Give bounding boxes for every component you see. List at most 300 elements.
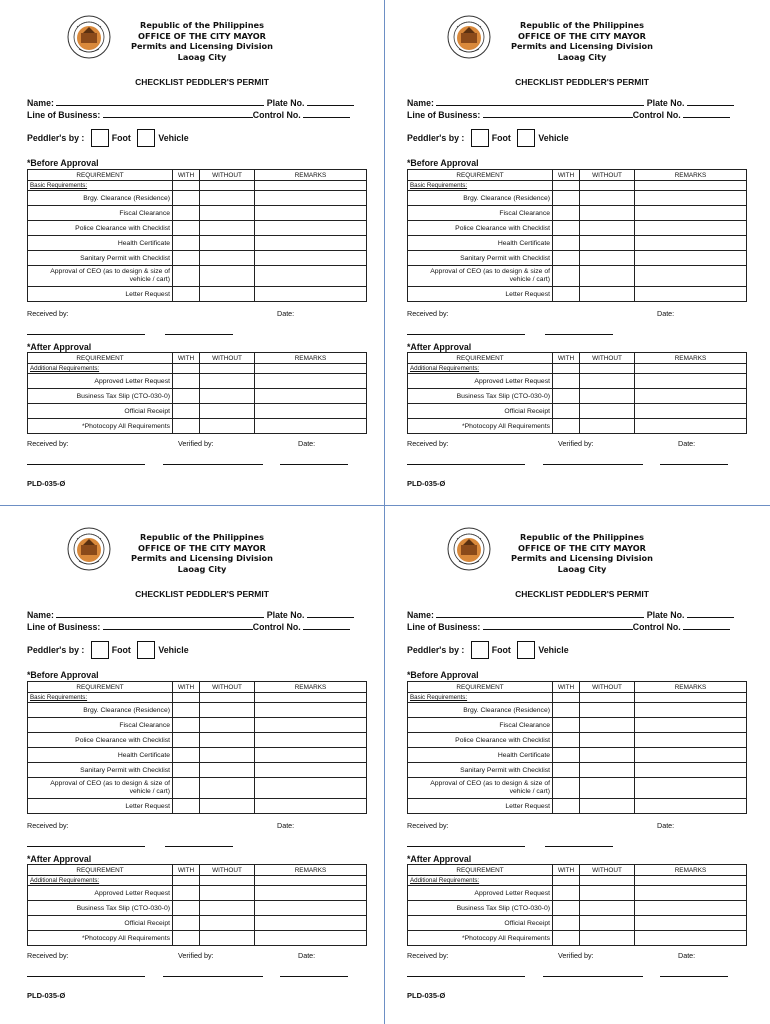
line-of-business-field[interactable] [103,109,253,118]
plate-no-field[interactable] [307,609,354,618]
remarks-cell[interactable] [255,799,367,814]
without-cell[interactable] [580,389,635,404]
without-cell[interactable] [580,886,635,901]
permit-form [27,517,377,1022]
with-cell[interactable] [173,251,200,266]
header-city: Laoag City [177,51,227,62]
col-requirement: REQUIREMENT [408,170,553,181]
with-cell[interactable] [553,886,580,901]
col-with: WITH [553,353,580,364]
without-cell[interactable] [200,733,255,748]
table-row [408,931,747,946]
table-row [408,404,747,419]
without-cell[interactable] [580,901,635,916]
without-cell[interactable] [200,389,255,404]
requirement-cell: Police Clearance with Checklist [408,221,553,236]
col-without: WITHOUT [580,170,635,181]
before-approval-table [27,681,367,814]
remarks-cell[interactable] [635,748,747,763]
with-cell[interactable] [173,763,200,778]
col-requirement: REQUIREMENT [28,682,173,693]
table-row [408,287,747,302]
remarks-cell[interactable] [255,206,367,221]
with-cell[interactable] [173,236,200,251]
remarks-cell[interactable] [635,916,747,931]
additional-requirements-label: Additional Requirements: [28,364,173,374]
before-date-line[interactable] [545,333,613,335]
remarks-cell[interactable] [635,404,747,419]
without-cell[interactable] [580,287,635,302]
peddler-by [27,129,189,147]
with-cell[interactable] [553,703,580,718]
remarks-cell[interactable] [635,287,747,302]
without-cell[interactable] [580,251,635,266]
header-text [487,532,677,574]
before-received-by-label: Received by: [27,821,69,830]
without-cell[interactable] [580,236,635,251]
remarks-cell[interactable] [255,778,367,799]
vehicle-label: Vehicle [158,645,189,655]
without-cell[interactable] [200,191,255,206]
after-date-label: Date: [298,951,316,960]
with-cell[interactable] [173,404,200,419]
name-field[interactable] [56,609,264,618]
remarks-cell[interactable] [255,191,367,206]
remarks-cell[interactable] [635,419,747,434]
remarks-cell[interactable] [635,931,747,946]
remarks-cell[interactable] [635,236,747,251]
form-title: CHECKLIST PEDDLER'S PERMIT [515,589,649,599]
after-received-by-label: Received by: [407,439,449,448]
with-cell[interactable] [553,718,580,733]
line-of-business-field[interactable] [483,109,633,118]
table-header-row [28,682,367,693]
control-no-label: Control No. [252,622,301,632]
requirement-cell: Health Certificate [408,236,553,251]
without-cell [200,181,255,191]
with-cell[interactable] [553,236,580,251]
header-division: Permits and Licensing Division [511,553,653,564]
without-cell[interactable] [200,799,255,814]
without-cell[interactable] [200,266,255,287]
before-received-by-label: Received by: [407,309,449,318]
with-cell[interactable] [173,266,200,287]
without-cell[interactable] [580,374,635,389]
remarks-cell[interactable] [635,718,747,733]
after-verified-by-label: Verified by: [178,439,214,448]
with-cell [173,364,200,374]
foot-checkbox[interactable] [91,129,109,147]
with-cell[interactable] [173,778,200,799]
requirement-cell: Official Receipt [408,404,553,419]
with-cell[interactable] [173,389,200,404]
peddler-label: Peddler's by : [407,645,465,655]
remarks-cell[interactable] [635,206,747,221]
before-date-line[interactable] [545,845,613,847]
table-row [408,799,747,814]
remarks-cell[interactable] [255,886,367,901]
remarks-cell [255,876,367,886]
remarks-cell[interactable] [255,916,367,931]
table-header-row [28,353,367,364]
requirement-cell: *Photocopy All Requirements [28,419,173,434]
with-cell[interactable] [553,748,580,763]
remarks-cell[interactable] [635,733,747,748]
with-cell[interactable] [173,718,200,733]
with-cell[interactable] [553,931,580,946]
requirement-cell: Letter Request [28,799,173,814]
remarks-cell [255,693,367,703]
header-city: Laoag City [557,563,607,574]
after-verified-by-signature-line[interactable] [163,463,263,465]
table-row [28,251,367,266]
remarks-cell[interactable] [635,703,747,718]
with-cell[interactable] [173,191,200,206]
with-cell[interactable] [553,733,580,748]
col-without: WITHOUT [200,865,255,876]
without-cell[interactable] [580,931,635,946]
without-cell[interactable] [200,931,255,946]
foot-checkbox[interactable] [471,129,489,147]
peddler-label: Peddler's by : [27,133,85,143]
col-with: WITH [553,682,580,693]
after-verified-by-label: Verified by: [558,439,594,448]
without-cell[interactable] [200,916,255,931]
without-cell [200,693,255,703]
requirement-cell: Police Clearance with Checklist [28,733,173,748]
with-cell[interactable] [173,799,200,814]
after-date-line[interactable] [280,463,348,465]
with-cell[interactable] [553,916,580,931]
with-cell[interactable] [553,419,580,434]
peddler-label: Peddler's by : [27,645,85,655]
col-without: WITHOUT [200,353,255,364]
line-of-business-field[interactable] [103,621,253,630]
after-approval-title: *After Approval [407,342,472,352]
plate-no-field[interactable] [307,97,354,106]
remarks-cell[interactable] [635,799,747,814]
before-received-by-signature-line[interactable] [407,845,525,847]
before-date-line[interactable] [165,845,233,847]
with-cell[interactable] [173,901,200,916]
requirement-cell: Police Clearance with Checklist [408,733,553,748]
vehicle-label: Vehicle [538,645,569,655]
table-header-row [408,353,747,364]
with-cell[interactable] [173,703,200,718]
after-verified-by-signature-line[interactable] [163,975,263,977]
with-cell[interactable] [173,419,200,434]
remarks-cell[interactable] [255,287,367,302]
peddler-by [407,641,569,659]
remarks-cell[interactable] [635,191,747,206]
requirement-cell: Brgy. Clearance (Residence) [408,191,553,206]
with-cell[interactable] [173,206,200,221]
requirement-cell: Fiscal Clearance [408,718,553,733]
after-received-by-signature-line[interactable] [27,975,145,977]
remarks-cell[interactable] [255,748,367,763]
with-cell[interactable] [173,733,200,748]
requirement-cell: Sanitary Permit with Checklist [408,251,553,266]
remarks-cell [635,181,747,191]
without-cell[interactable] [200,206,255,221]
header-text [107,532,297,574]
after-verified-by-signature-line[interactable] [543,975,643,977]
col-with: WITH [553,170,580,181]
vehicle-checkbox[interactable] [137,641,155,659]
requirement-cell: Approved Letter Request [408,374,553,389]
form-header [27,15,377,61]
plate-no-field[interactable] [687,609,734,618]
after-approval-table [27,864,367,946]
with-cell[interactable] [553,266,580,287]
with-cell[interactable] [173,221,200,236]
without-cell[interactable] [200,251,255,266]
with-cell[interactable] [173,916,200,931]
requirement-cell: Sanitary Permit with Checklist [28,251,173,266]
without-cell[interactable] [580,763,635,778]
without-cell[interactable] [580,733,635,748]
col-requirement: REQUIREMENT [408,353,553,364]
col-remarks: REMARKS [255,170,367,181]
without-cell[interactable] [200,718,255,733]
remarks-cell[interactable] [255,389,367,404]
name-field[interactable] [436,609,644,618]
name-plate-line [27,97,372,108]
before-approval-title: *Before Approval [407,158,479,168]
without-cell[interactable] [580,748,635,763]
requirement-cell: Brgy. Clearance (Residence) [408,703,553,718]
remarks-cell[interactable] [635,266,747,287]
remarks-cell[interactable] [255,419,367,434]
with-cell[interactable] [553,799,580,814]
without-cell[interactable] [200,404,255,419]
without-cell[interactable] [580,221,635,236]
table-row [28,733,367,748]
with-cell[interactable] [553,251,580,266]
without-cell[interactable] [200,703,255,718]
additional-requirements-label: Additional Requirements: [408,876,553,886]
col-remarks: REMARKS [255,682,367,693]
with-cell[interactable] [553,206,580,221]
after-date-label: Date: [678,439,696,448]
subhead-row [28,181,367,191]
remarks-cell[interactable] [635,389,747,404]
table-row [408,389,747,404]
without-cell[interactable] [580,799,635,814]
remarks-cell[interactable] [635,763,747,778]
remarks-cell[interactable] [635,901,747,916]
with-cell[interactable] [553,221,580,236]
foot-checkbox[interactable] [471,641,489,659]
after-received-by-signature-line[interactable] [27,463,145,465]
remarks-cell[interactable] [255,718,367,733]
requirement-cell: Fiscal Clearance [28,206,173,221]
without-cell[interactable] [200,886,255,901]
with-cell[interactable] [553,389,580,404]
with-cell[interactable] [553,191,580,206]
without-cell[interactable] [200,419,255,434]
remarks-cell[interactable] [255,763,367,778]
remarks-cell [635,876,747,886]
header-text [107,20,297,62]
city-seal-icon [67,527,111,571]
with-cell[interactable] [173,748,200,763]
after-date-line[interactable] [660,463,728,465]
after-date-line[interactable] [280,975,348,977]
before-received-by-signature-line[interactable] [27,845,145,847]
remarks-cell[interactable] [255,236,367,251]
without-cell[interactable] [200,374,255,389]
table-row [408,748,747,763]
table-row [408,251,747,266]
line-of-business-label: Line of Business: [27,622,101,632]
after-verified-by-label: Verified by: [178,951,214,960]
foot-checkbox[interactable] [91,641,109,659]
table-row [28,236,367,251]
after-date-label: Date: [298,439,316,448]
before-received-by-signature-line[interactable] [27,333,145,335]
remarks-cell[interactable] [635,778,747,799]
table-row [408,733,747,748]
vertical-cut-line [384,0,385,1024]
table-row [28,374,367,389]
requirement-cell: Approval of CEO (as to design & size of vehicle / cart) [408,778,553,799]
after-received-by-signature-line[interactable] [407,463,525,465]
vehicle-checkbox[interactable] [517,129,535,147]
subhead-row [28,693,367,703]
remarks-cell[interactable] [635,886,747,901]
without-cell[interactable] [200,901,255,916]
subhead-row [408,364,747,374]
remarks-cell[interactable] [255,703,367,718]
plate-no-label: Plate No. [646,98,685,108]
col-with: WITH [173,353,200,364]
vehicle-label: Vehicle [538,133,569,143]
table-row [28,287,367,302]
with-cell [553,364,580,374]
requirement-cell: Business Tax Slip (CTO-030-0) [408,901,553,916]
remarks-cell[interactable] [635,221,747,236]
before-date-label: Date: [277,309,295,318]
remarks-cell[interactable] [635,374,747,389]
remarks-cell [255,364,367,374]
without-cell[interactable] [580,266,635,287]
vehicle-checkbox[interactable] [137,129,155,147]
header-text [487,20,677,62]
requirement-cell: Fiscal Clearance [28,718,173,733]
without-cell[interactable] [580,206,635,221]
subhead-row [408,876,747,886]
business-control-line [27,109,372,120]
col-remarks: REMARKS [635,865,747,876]
without-cell[interactable] [200,221,255,236]
with-cell[interactable] [173,374,200,389]
name-field[interactable] [56,97,264,106]
foot-label: Foot [491,133,511,143]
foot-label: Foot [111,133,131,143]
before-received-by-signature-line[interactable] [407,333,525,335]
line-of-business-field[interactable] [483,621,633,630]
without-cell[interactable] [580,404,635,419]
remarks-cell[interactable] [635,251,747,266]
requirement-cell: Brgy. Clearance (Residence) [28,703,173,718]
with-cell[interactable] [553,287,580,302]
remarks-cell[interactable] [255,404,367,419]
requirement-cell: Business Tax Slip (CTO-030-0) [408,389,553,404]
table-row [408,901,747,916]
control-no-field[interactable] [683,109,730,118]
requirement-cell: Brgy. Clearance (Residence) [28,191,173,206]
with-cell[interactable] [553,763,580,778]
plate-no-field[interactable] [687,97,734,106]
remarks-cell[interactable] [255,374,367,389]
remarks-cell[interactable] [255,266,367,287]
requirement-cell: Sanitary Permit with Checklist [408,763,553,778]
table-row [28,901,367,916]
remarks-cell[interactable] [255,931,367,946]
with-cell[interactable] [553,901,580,916]
requirement-cell: Approved Letter Request [408,886,553,901]
after-date-line[interactable] [660,975,728,977]
without-cell[interactable] [200,763,255,778]
without-cell[interactable] [580,718,635,733]
after-date-label: Date: [678,951,696,960]
with-cell[interactable] [553,404,580,419]
requirement-cell: Approval of CEO (as to design & size of vehicle / cart) [28,266,173,287]
basic-requirements-label: Basic Requirements: [408,181,553,191]
without-cell[interactable] [200,778,255,799]
after-approval-table [407,352,747,434]
city-seal-icon [447,527,491,571]
vehicle-checkbox[interactable] [517,641,535,659]
without-cell[interactable] [580,191,635,206]
without-cell[interactable] [200,236,255,251]
col-with: WITH [173,170,200,181]
without-cell[interactable] [200,287,255,302]
requirement-cell: Police Clearance with Checklist [28,221,173,236]
with-cell[interactable] [173,931,200,946]
without-cell[interactable] [580,916,635,931]
table-header-row [28,865,367,876]
requirement-cell: Official Receipt [408,916,553,931]
col-requirement: REQUIREMENT [28,353,173,364]
remarks-cell[interactable] [255,221,367,236]
without-cell[interactable] [580,419,635,434]
control-no-field[interactable] [683,621,730,630]
control-no-field[interactable] [303,621,350,630]
control-no-field[interactable] [303,109,350,118]
with-cell[interactable] [173,886,200,901]
remarks-cell[interactable] [255,901,367,916]
remarks-cell[interactable] [255,251,367,266]
before-date-line[interactable] [165,333,233,335]
requirement-cell: Approval of CEO (as to design & size of vehicle / cart) [28,778,173,799]
after-received-by-signature-line[interactable] [407,975,525,977]
without-cell[interactable] [580,778,635,799]
with-cell[interactable] [173,287,200,302]
after-verified-by-signature-line[interactable] [543,463,643,465]
without-cell[interactable] [580,703,635,718]
col-without: WITHOUT [580,353,635,364]
with-cell[interactable] [553,778,580,799]
without-cell[interactable] [200,748,255,763]
basic-requirements-label: Basic Requirements: [408,693,553,703]
peddler-by [27,641,189,659]
name-field[interactable] [436,97,644,106]
with-cell[interactable] [553,374,580,389]
table-row [28,266,367,287]
remarks-cell[interactable] [255,733,367,748]
